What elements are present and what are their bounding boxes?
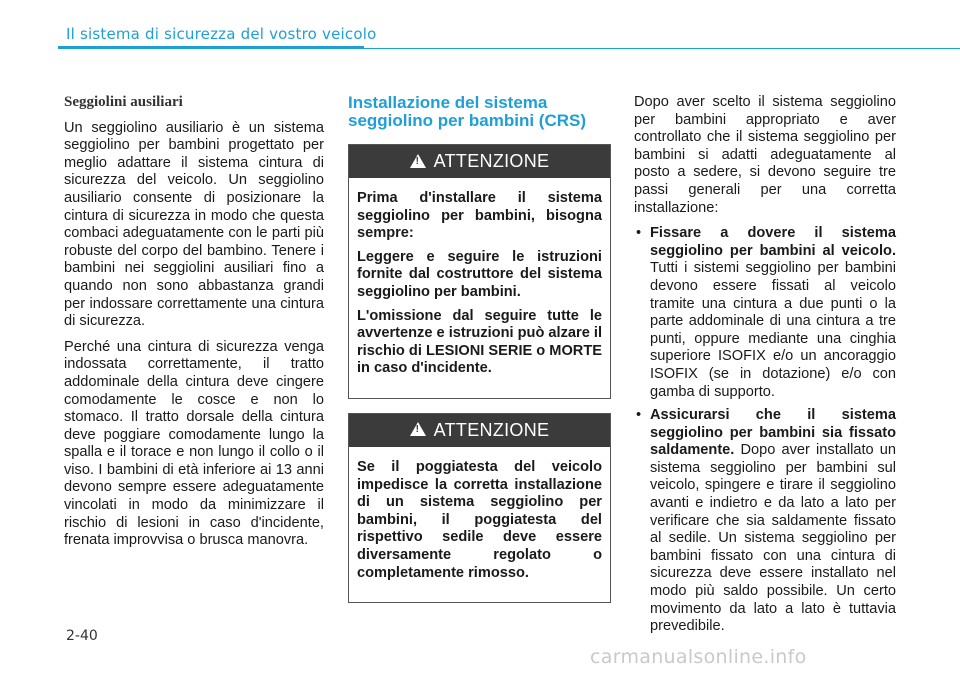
warning-body-1 <box>349 178 610 398</box>
warning-label-2: ATTENZIONE <box>433 419 550 440</box>
list-item <box>634 225 896 401</box>
warning-body-2 <box>349 447 610 602</box>
header-rule-accent <box>58 46 364 49</box>
warning-header-1 <box>349 145 610 178</box>
header-rule-line <box>364 48 960 49</box>
warning-triangle-icon <box>410 422 426 436</box>
booster-seats-paragraph-1: Un seggiolino ausiliario è un sistema seggiolino per bambini progettato per meglio adattare il sistema cintura di sicurezza del veicolo. Un seggiolino ausiliario consente di posizionare la cintura di sicurezza in modo che questa combaci adeguatamente con le parti più robuste del corpo del bambino. Tenere i bambini nei seggiolini ausiliari fino a quando non sono abbastanza grandi per indossare correttamente una cintura di sicurezza. <box>64 119 324 330</box>
installation-steps-list <box>634 225 896 636</box>
page-number: 2-40 <box>66 628 98 644</box>
step-2-text: Dopo aver installato un sistema seggiolino per bambini sul veicolo, spingere e tirare il seggiolino avanti e indietro e da lato a lato per verificare che sia saldamente fissato al sedile. Un sistema seggiolino per bambini fissato con una cintura di sicurezza deve essere installato nel modo più saldo possibile. Un certo movimento da lato a lato è tuttavia prevedibile. <box>650 442 896 635</box>
step-1-title: Fissare a dovere il sistema seggiolino per bambini al veicolo. <box>650 225 896 259</box>
warning-1-text-3: L'omissione dal seguire tutte le avvertenze e istruzioni può alzare il rischio di LESIONI SERIE o MORTE in caso d'incidente. <box>357 307 602 377</box>
crs-installation-title: Installazione del sistema seggiolino per bambini (CRS) <box>348 93 587 130</box>
warning-label-1: ATTENZIONE <box>433 150 550 171</box>
booster-seats-paragraph-2: Perché una cintura di sicurezza venga indossata correttamente, il tratto addominale della cintura deve cingere comodamente le cosce e non lo stomaco. Il tratto dorsale della cintura deve poggiare comodamente lungo la spalla e il torace e non lungo il collo o il viso. I bambini di età inferiore ai 13 anni devono sempre essere adeguatamente vincolati in modo da minimizzare il rischio di lesioni in caso d'incidente, frenata improvvisa o brusca manovra. <box>64 338 324 549</box>
warning-box-1 <box>348 144 611 399</box>
chapter-title: Il sistema di sicurezza del vostro veicolo <box>66 25 377 43</box>
warning-header-2 <box>349 414 610 447</box>
warning-box-2 <box>348 413 611 603</box>
installation-intro: Dopo aver scelto il sistema seggiolino per bambini appropriato e aver controllato che il sistema seggiolino per bambini si adatti adeguatamente al posto a sedere, si devono seguire tre passi generali per una corretta installazione: <box>634 94 896 216</box>
right-column <box>634 94 896 642</box>
watermark: carmanualsonline.info <box>590 646 807 668</box>
step-1-text: Tutti i sistemi seggiolino per bambini devono essere fissati al veicolo tramite una cintura a due punti o la parte addominale di una cintura a tre punti, oppure mediante una cinghia superiore ISOFIX e/o un ancoraggio ISOFIX (se in dotazione) e/o con gamba di supporto. <box>650 260 896 400</box>
middle-column <box>348 94 611 617</box>
warning-1-text-1: Prima d'installare il sistema seggiolino per bambini, bisogna sempre: <box>357 190 602 242</box>
warning-1-text-2: Leggere e seguire le istruzioni fornite dal costruttore del sistema seggiolino per bambini. <box>357 248 602 300</box>
step-2-title: Assicurarsi che il sistema seggiolino per bambini sia fissato saldamente. <box>650 407 896 459</box>
left-column <box>64 94 324 558</box>
warning-2-text-1: Se il poggiatesta del veicolo impedisce la corretta installazione di un sistema seggiolino per bambini, il poggiatesta del rispettivo sedile deve essere diversamente regolato o completamente rimosso. <box>357 458 602 581</box>
warning-triangle-icon <box>410 154 426 168</box>
booster-seats-heading: Seggiolini ausiliari <box>64 94 183 110</box>
list-item <box>634 407 896 636</box>
